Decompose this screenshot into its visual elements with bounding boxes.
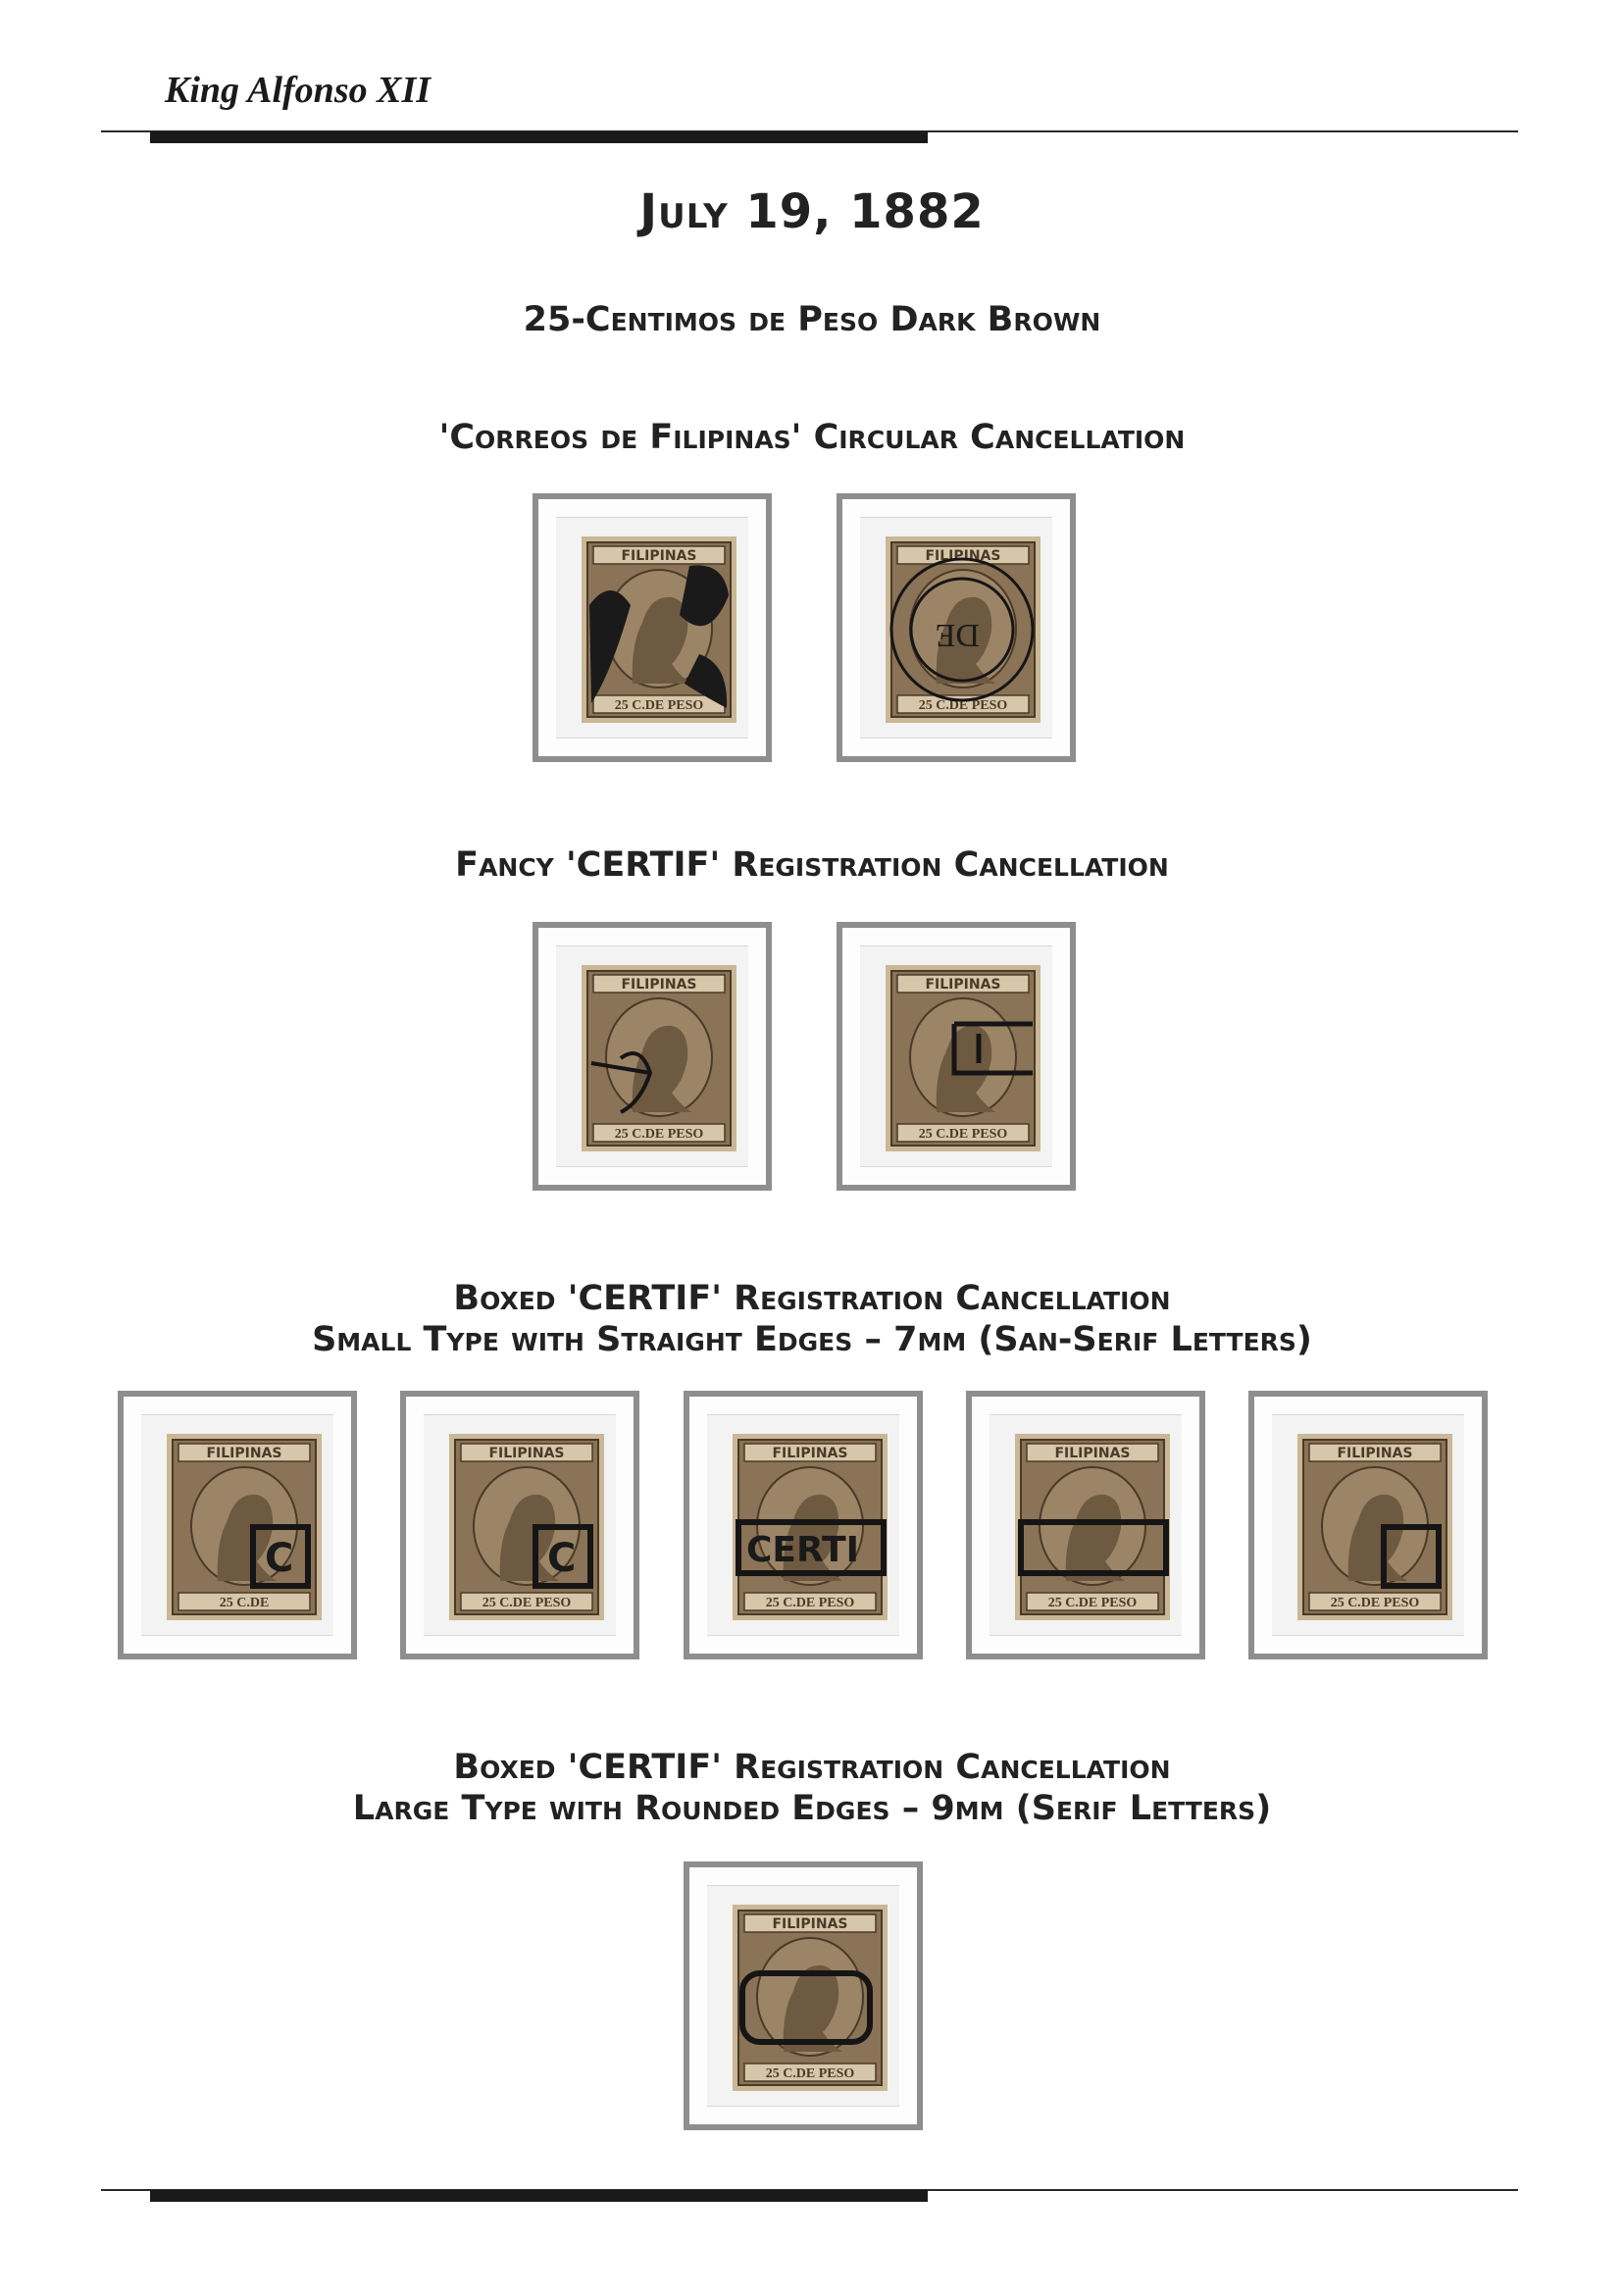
stamp-value-label: 25 C.DE PESO: [1330, 1596, 1420, 1610]
section-heading: Boxed 'CERTIF' Registration Cancellation: [453, 1279, 1171, 1318]
postage-stamp: [167, 1434, 322, 1620]
stamp-country-label: FILIPINAS: [772, 1446, 848, 1461]
postage-stamp: [1297, 1434, 1452, 1620]
stamp-country-label: FILIPINAS: [206, 1446, 282, 1461]
stamp-mount: [1248, 1391, 1488, 1659]
stamp-value-label: 25 C.DE PESO: [1047, 1596, 1138, 1610]
stamp-holder: [1297, 1434, 1452, 1620]
section-heading: Boxed 'CERTIF' Registration Cancellation: [453, 1748, 1171, 1787]
stamp-country-label: FILIPINAS: [925, 548, 1001, 564]
stamp-value-label: 25 C.DE: [219, 1596, 270, 1610]
stamp-value-label: 25 C.DE PESO: [614, 1127, 704, 1142]
footer-rule-bar: [150, 2190, 928, 2202]
stamp-mount: [837, 922, 1076, 1191]
stamp-value-label: 25 C.DE PESO: [765, 1596, 855, 1610]
stamp-holder: [167, 1434, 322, 1620]
stamp-value-label: 25 C.DE PESO: [918, 698, 1008, 713]
stamp-country-label: FILIPINAS: [488, 1446, 565, 1461]
section-heading: 'Correos de Filipinas' Circular Cancellation: [438, 418, 1186, 457]
stamp-holder: [733, 1434, 888, 1620]
stamp-mount: [400, 1391, 639, 1659]
section-subheading: Large Type with Rounded Edges – 9mm (Serif Letters): [352, 1789, 1272, 1828]
stamp-country-label: FILIPINAS: [621, 548, 697, 564]
stamp-mount: [118, 1391, 357, 1659]
svg-text:C: C: [265, 1536, 294, 1581]
stamp-value-label: 25 C.DE PESO: [614, 698, 704, 713]
stamp-value-label: 25 C.DE PESO: [482, 1596, 572, 1610]
section-heading: Fancy 'CERTIF' Registration Cancellation: [455, 845, 1169, 885]
postage-stamp: [449, 1434, 604, 1620]
stamp-mount: [837, 493, 1076, 762]
postage-stamp: [886, 965, 1040, 1151]
stamp-value-label: 25 C.DE PESO: [918, 1127, 1008, 1142]
stamp-mount: [966, 1391, 1205, 1659]
stamp-holder: [886, 965, 1040, 1151]
stamp-holder: [886, 536, 1040, 723]
stamp-country-label: FILIPINAS: [925, 977, 1001, 993]
stamp-holder: [449, 1434, 604, 1620]
issue-subtitle: 25-Centimos de Peso Dark Brown: [523, 300, 1101, 339]
stamp-country-label: FILIPINAS: [772, 1916, 848, 1932]
stamp-mount: [684, 1861, 923, 2130]
postage-stamp: [1015, 1434, 1170, 1620]
postage-stamp: [582, 965, 736, 1151]
stamp-country-label: FILIPINAS: [1337, 1446, 1413, 1461]
stamp-country-label: FILIPINAS: [1054, 1446, 1131, 1461]
stamp-mount: [684, 1391, 923, 1659]
album-page-title: King Alfonso XII: [165, 70, 431, 111]
stamp-holder: [582, 536, 736, 723]
svg-text:C: C: [547, 1536, 577, 1581]
svg-text:DE: DE: [935, 617, 980, 653]
stamp-country-label: FILIPINAS: [621, 977, 697, 993]
section-subheading: Small Type with Straight Edges – 7mm (San-Serif Letters): [312, 1320, 1312, 1359]
postage-stamp: [733, 1434, 888, 1620]
stamp-mount: [533, 493, 772, 762]
postage-stamp: [733, 1905, 888, 2091]
postage-stamp: [886, 536, 1040, 723]
svg-text:CERTI: CERTI: [746, 1530, 860, 1570]
page-date: July 19, 1882: [639, 184, 985, 239]
stamp-holder: [733, 1905, 888, 2091]
stamp-mount: [533, 922, 772, 1191]
postage-stamp: [582, 536, 736, 723]
stamp-holder: [582, 965, 736, 1151]
stamp-holder: [1015, 1434, 1170, 1620]
stamp-value-label: 25 C.DE PESO: [765, 2066, 855, 2081]
header-rule-bar: [150, 131, 928, 143]
